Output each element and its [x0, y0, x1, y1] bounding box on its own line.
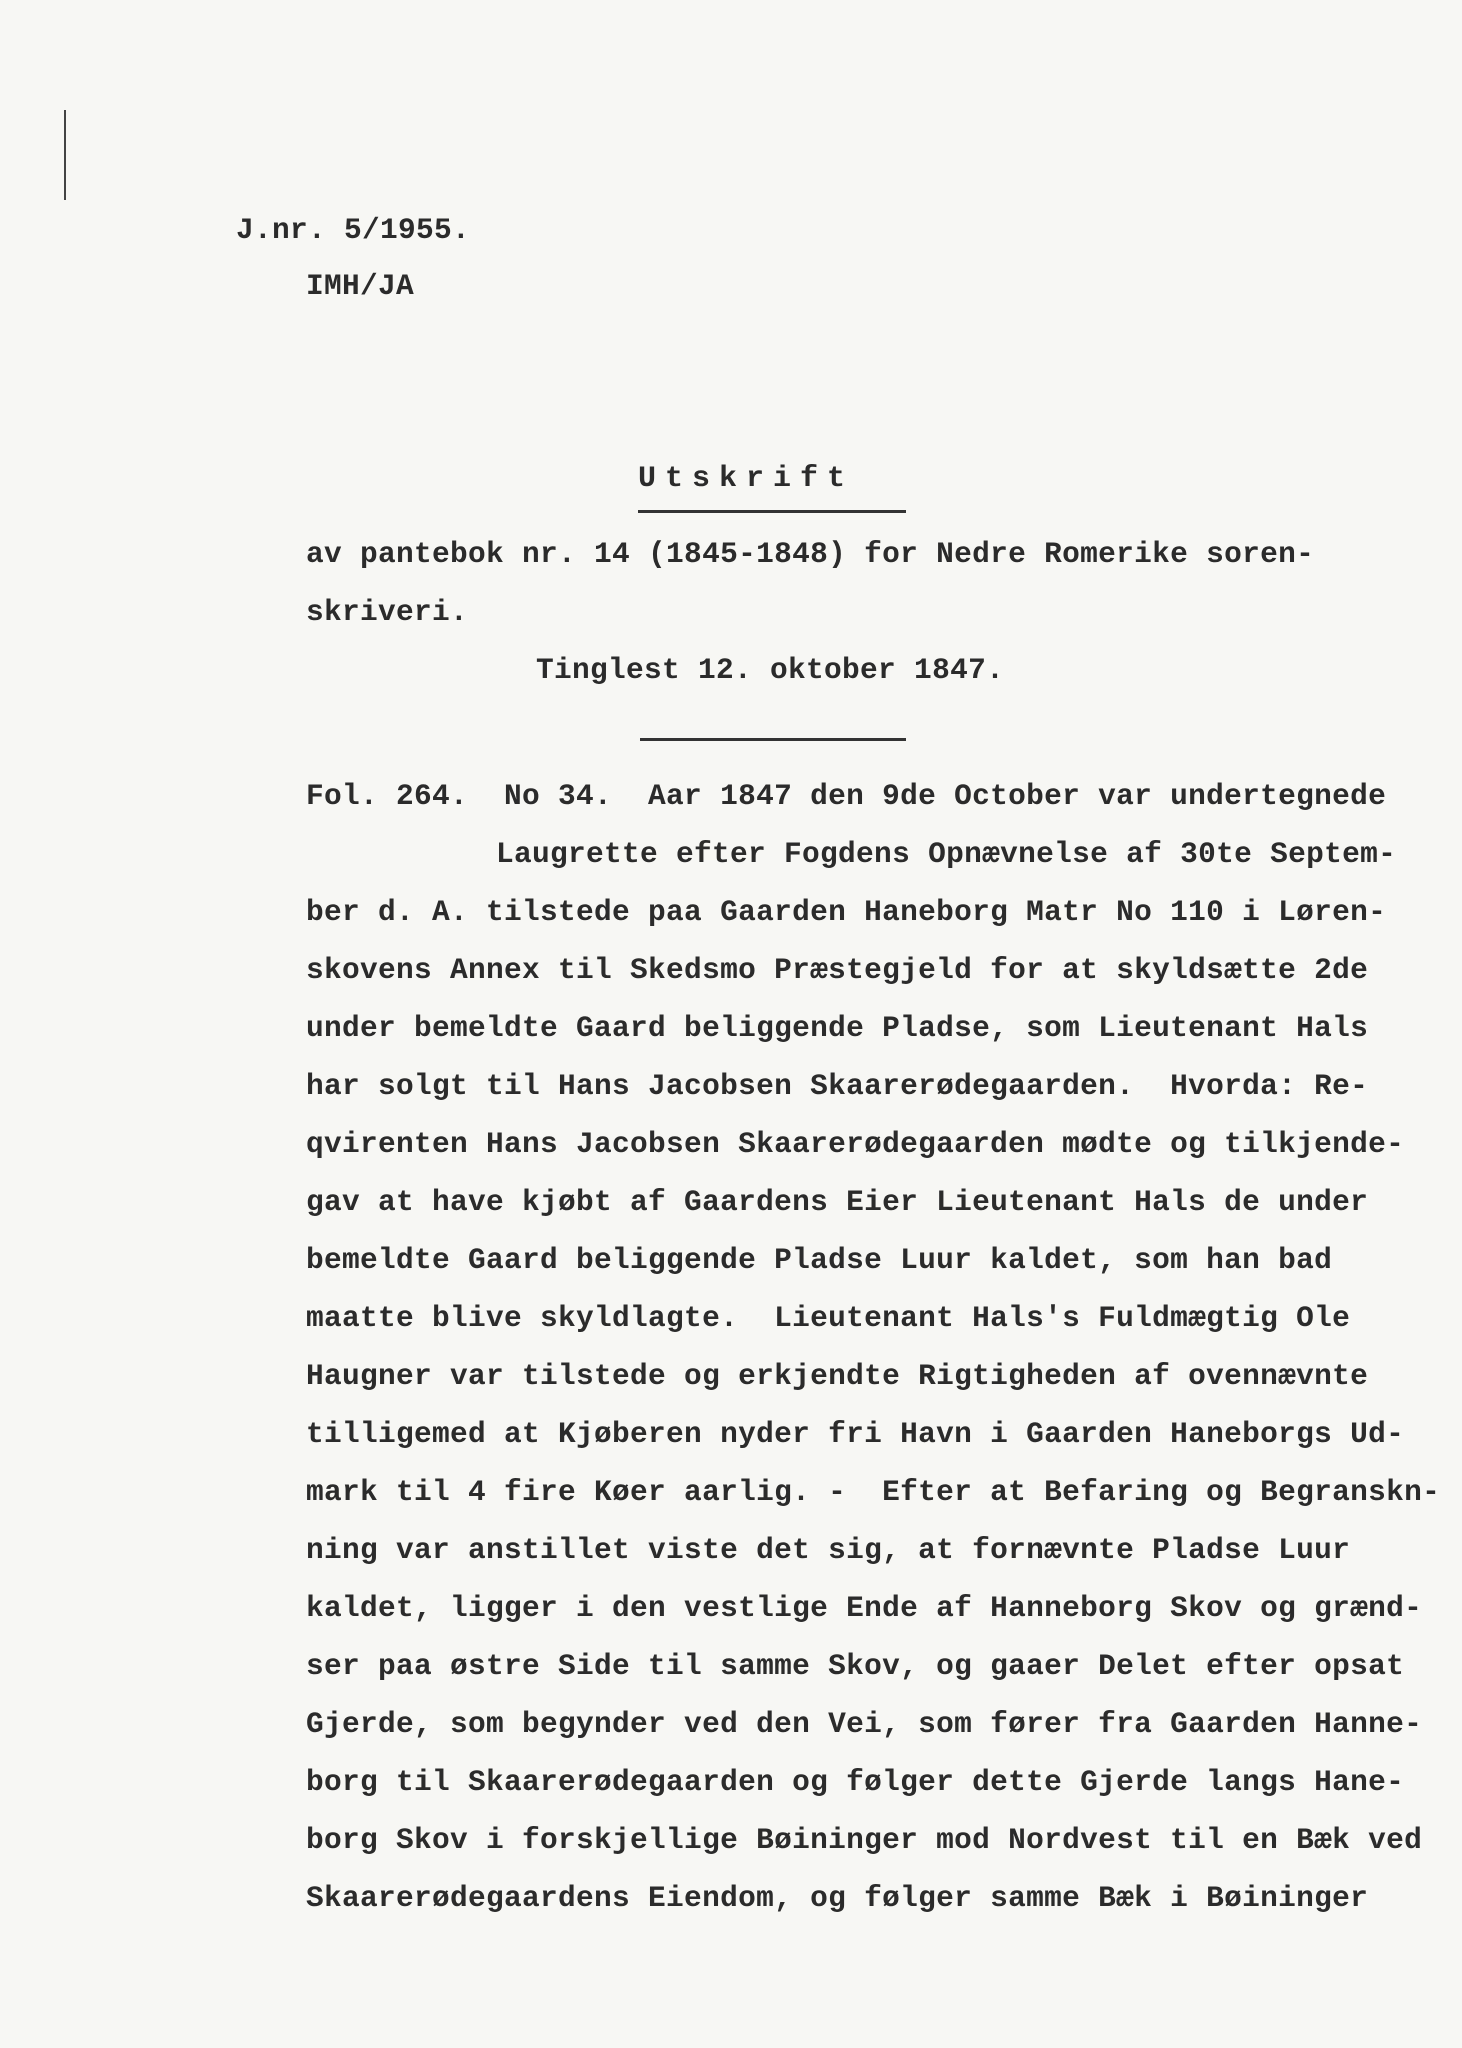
body-line: Gjerde, som begynder ved den Vei, som fører fra Gaarden Hanne-	[306, 1707, 1423, 1741]
intro-line: skriveri.	[306, 595, 469, 629]
registration-date: Tinglest 12. oktober 1847.	[536, 653, 1005, 687]
body-line: borg Skov i forskjellige Bøininger mod Nordvest til en Bæk ved	[306, 1823, 1423, 1857]
body-line: qvirenten Hans Jacobsen Skaarerødegaarden mødte og tilkjende-	[306, 1127, 1405, 1161]
body-line: kaldet, ligger i den vestlige Ende af Hanneborg Skov og grænd-	[306, 1591, 1423, 1625]
body-line: mark til 4 fire Køer aarlig. - Efter at Befaring og Begranskn-	[306, 1475, 1441, 1509]
title-underline	[638, 510, 906, 513]
body-line: gav at have kjøbt af Gaardens Eier Lieutenant Hals de under	[306, 1185, 1369, 1219]
margin-mark	[64, 110, 66, 200]
body-line: skovens Annex til Skedsmo Præstegjeld for at skyldsætte 2de	[306, 953, 1369, 987]
body-line: ning var anstillet viste det sig, at fornævnte Pladse Luur	[306, 1533, 1351, 1567]
body-line: Fol. 264. No 34. Aar 1847 den 9de October var undertegnede	[306, 779, 1387, 813]
body-line: tilligemed at Kjøberen nyder fri Havn i Gaarden Haneborgs Ud-	[306, 1417, 1405, 1451]
body-line: Skaarerødegaardens Eiendom, og følger samme Bæk i Bøininger	[306, 1881, 1369, 1915]
body-line: bemeldte Gaard beliggende Pladse Luur kaldet, som han bad	[306, 1243, 1333, 1277]
body-line: under bemeldte Gaard beliggende Pladse, som Lieutenant Hals	[306, 1011, 1369, 1045]
body-line: Haugner var tilstede og erkjendte Rigtigheden af ovennævnte	[306, 1359, 1369, 1393]
body-line: maatte blive skyldlagte. Lieutenant Hals's Fuldmægtig Ole	[306, 1301, 1351, 1335]
body-line: ser paa østre Side til samme Skov, og gaaer Delet efter opsat	[306, 1649, 1405, 1683]
journal-number: J.nr. 5/1955.	[236, 213, 471, 247]
body-line: har solgt til Hans Jacobsen Skaarerødegaarden. Hvorda: Re-	[306, 1069, 1369, 1103]
body-line: Laugrette efter Fogdens Opnævnelse af 30te Septem-	[496, 837, 1397, 871]
body-line: borg til Skaarerødegaarden og følger dette Gjerde langs Hane-	[306, 1765, 1405, 1799]
document-title: Utskrift	[638, 462, 855, 496]
initials: IMH/JA	[306, 269, 415, 303]
intro-line: av pantebok nr. 14 (1845-1848) for Nedre Romerike soren-	[306, 537, 1315, 571]
section-separator	[640, 738, 906, 741]
body-line: ber d. A. tilstede paa Gaarden Haneborg Matr No 110 i Løren-	[306, 895, 1387, 929]
